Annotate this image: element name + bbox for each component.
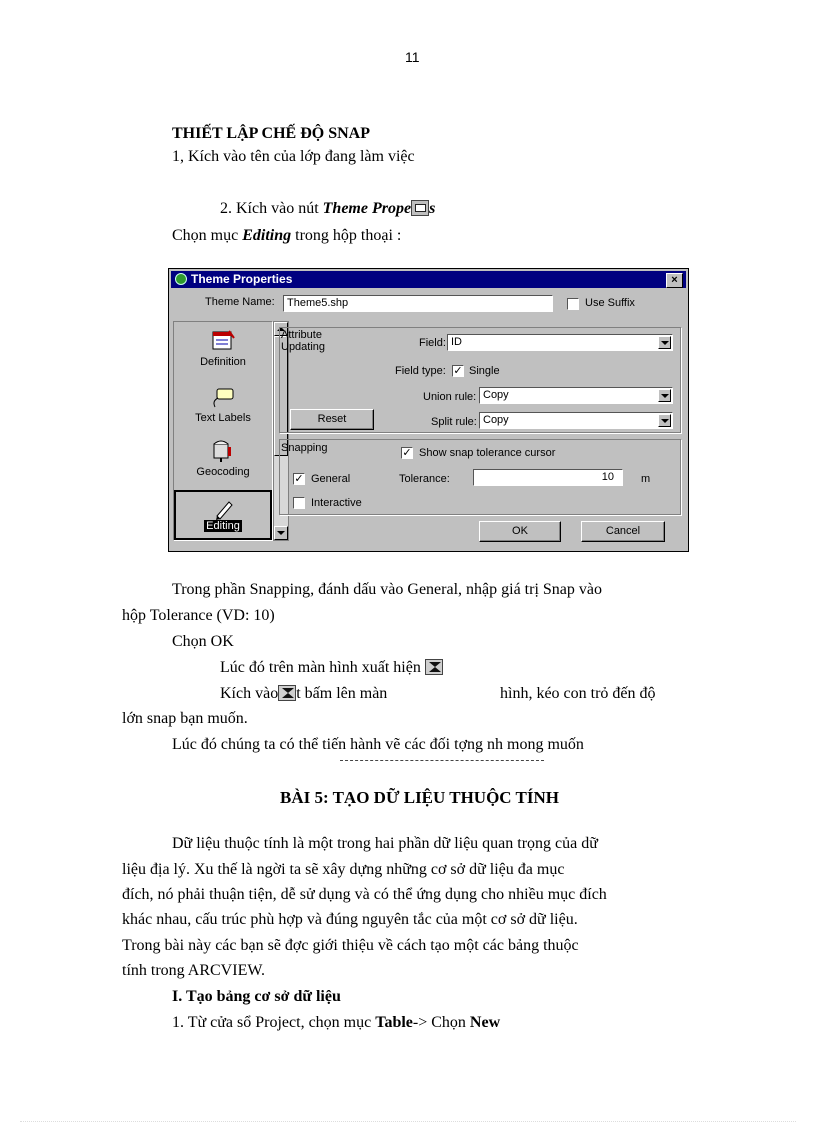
kich-vao-a: Kích vào <box>220 685 279 702</box>
choose-bold: Editing <box>242 227 292 244</box>
split-rule-value: Copy <box>483 414 509 426</box>
last-prefix: 1. Từ cửa sổ Project, chọn mục <box>172 1014 376 1031</box>
last-bold-table: Table <box>375 1014 413 1031</box>
last-bold-new: New <box>469 1014 501 1031</box>
show-cursor-checkbox[interactable]: ✓ <box>402 447 412 459</box>
choose-editing <box>172 226 401 246</box>
union-rule-select[interactable] <box>479 387 673 404</box>
interactive-label: Interactive <box>311 497 362 509</box>
split-rule-label: Split rule: <box>431 416 477 428</box>
line-kich-vao <box>220 684 387 704</box>
close-button[interactable]: × <box>666 273 683 288</box>
para2-line6: tính trong ARCVIEW. <box>122 962 265 979</box>
field-type-label: Field type: <box>395 365 446 377</box>
para2-line1: Dữ liệu thuộc tính là một trong hai phần dữ liệu quan trọng của dữ <box>172 835 598 852</box>
chevron-down-icon[interactable] <box>658 389 671 402</box>
field-type-checkbox[interactable]: ✓ <box>453 365 463 377</box>
tolerance-unit: m <box>641 473 651 485</box>
sidebar-label-geocoding: Geocoding <box>196 466 250 478</box>
interactive-checkbox[interactable] <box>293 497 305 509</box>
use-suffix-label: Use Suffix <box>585 297 635 309</box>
sidebar-item-editing[interactable] <box>174 490 272 540</box>
dialog-title: Theme Properties <box>191 272 293 286</box>
dialog-titlebar <box>171 271 686 288</box>
kich-vao-c: hình, kéo con trỏ đến độ <box>500 685 656 702</box>
step-2 <box>220 199 435 219</box>
page-bottom-border <box>20 1121 796 1122</box>
tolerance-input[interactable]: 10 <box>473 469 623 486</box>
para1-line1: Trong phần Snapping, đánh dấu vào General, nhập giá trị Snap vào <box>172 581 602 598</box>
snapping-label: Snapping <box>281 442 328 454</box>
section-heading: THIẾT LẬP CHẾ ĐỘ SNAP <box>172 125 370 142</box>
scroll-down-icon[interactable] <box>274 526 288 540</box>
sidebar-label-editing: Editing <box>206 520 240 532</box>
theme-properties-dialog <box>168 268 689 552</box>
choose-prefix: Chọn mục <box>172 227 243 244</box>
step-1: 1, Kích vào tên của lớp đang làm việc <box>172 148 415 165</box>
sidebar-label-definition: Definition <box>200 356 246 368</box>
general-checkbox[interactable]: ✓ <box>294 473 304 485</box>
field-value: ID <box>451 336 462 348</box>
sidebar-item-geocoding[interactable] <box>174 438 272 478</box>
para1-line2: hộp Tolerance (VD: 10) <box>122 607 275 624</box>
line-lon-snap: lớn snap bạn muốn. <box>122 710 248 727</box>
general-label: General <box>311 473 351 485</box>
xuat-hien-text: Lúc đó trên màn hình xuất hiện <box>220 659 421 676</box>
line-luc-do: Lúc đó chúng ta có thể tiến hành vẽ các đối tợng nh mong muốn <box>172 736 584 753</box>
para2-line4: khác nhau, cấu trúc phù hợp và đúng nguyên tắc của một cơ sở dữ liệu. <box>122 911 578 928</box>
para2-line2: liệu địa lý. Xu thế là ngời ta sẽ xây dựng những cơ sở dữ liệu đa mục <box>122 861 565 878</box>
snap-cursor-icon <box>278 685 296 701</box>
last-mid: -> Chọn <box>412 1014 470 1031</box>
geocoding-icon <box>209 438 237 462</box>
kich-vao-b: t bấm lên màn <box>296 685 388 702</box>
last-step <box>172 1013 500 1033</box>
step-2-suffix: s <box>429 200 436 217</box>
tolerance-label: Tolerance: <box>399 473 450 485</box>
reset-button[interactable]: Reset <box>290 409 374 430</box>
cancel-button[interactable]: Cancel <box>581 521 665 542</box>
text-labels-icon <box>209 384 237 408</box>
theme-name-input[interactable]: Theme5.shp <box>283 295 553 312</box>
chevron-down-icon[interactable] <box>658 414 671 427</box>
choose-suffix: trong hộp thoại : <box>291 227 402 244</box>
definition-icon <box>209 328 237 352</box>
sidebar-label-text-labels: Text Labels <box>195 412 251 424</box>
sidebar-item-definition[interactable] <box>174 328 272 368</box>
ok-button[interactable]: OK <box>479 521 561 542</box>
sidebar-item-text-labels[interactable] <box>174 384 272 424</box>
field-type-value: Single <box>469 365 500 377</box>
step-2-prefix: 2. Kích vào nút <box>220 200 323 217</box>
theme-properties-icon <box>411 200 429 216</box>
split-rule-select[interactable] <box>479 412 673 429</box>
app-icon <box>175 273 187 285</box>
line-xuat-hien <box>220 658 443 678</box>
union-rule-label: Union rule: <box>423 391 477 403</box>
subsection-heading: I. Tạo bảng cơ sở dữ liệu <box>172 988 341 1005</box>
para2-line3: đích, nó phải thuận tiện, dễ sử dụng và có thể ứng dụng cho nhiều mục đích <box>122 886 607 903</box>
lesson-heading: BÀI 5: TẠO DỮ LIỆU THUỘC TÍNH <box>280 788 559 807</box>
step-2-bold: Theme Prope <box>322 200 412 217</box>
pencil-icon <box>209 496 237 520</box>
show-cursor-label: Show snap tolerance cursor <box>419 447 556 459</box>
use-suffix-checkbox[interactable] <box>567 298 579 310</box>
theme-name-label: Theme Name: <box>205 296 275 308</box>
page-number: 11 <box>405 49 420 65</box>
para2-line5: Trong bài này các bạn sẽ đợc giới thiệu về cách tạo một các bảng thuộc <box>122 937 579 954</box>
field-select[interactable] <box>447 334 673 351</box>
union-rule-value: Copy <box>483 389 509 401</box>
property-sidebar <box>173 321 273 541</box>
snap-cursor-icon <box>425 659 443 675</box>
chon-ok: Chọn OK <box>172 633 234 650</box>
attribute-updating-label: Attribute Updating <box>281 329 326 353</box>
chevron-down-icon[interactable] <box>658 336 671 349</box>
field-label: Field: <box>419 337 446 349</box>
separator <box>340 760 544 761</box>
